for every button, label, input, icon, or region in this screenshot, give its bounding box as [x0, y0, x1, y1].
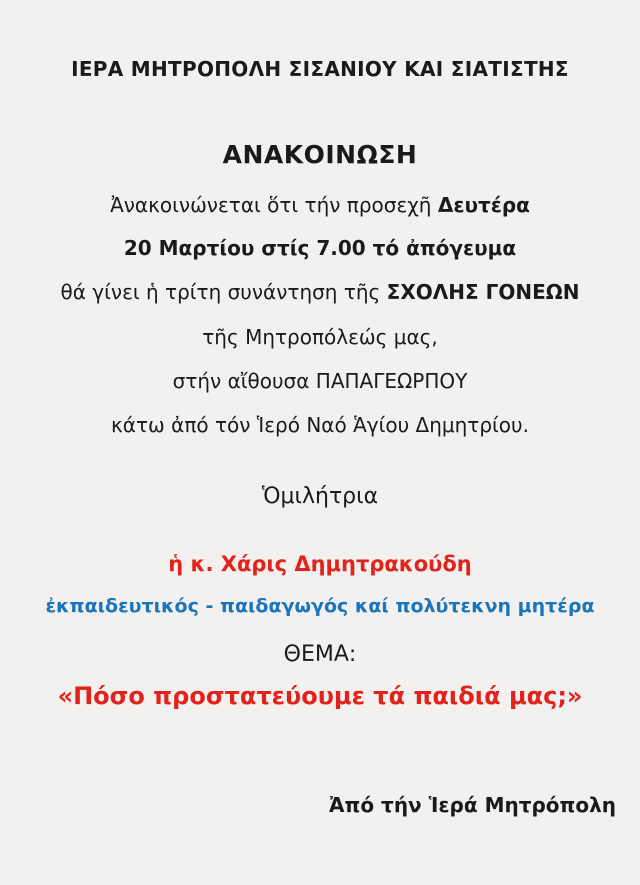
signature: Ἀπό τήν Ἱερά Μητρόπολη: [329, 793, 616, 817]
topic-label: ΘΕΜΑ:: [283, 642, 357, 667]
body-line-5-venue: στήν αἴθουσα ΠΑΠΑΓΕΩΡΠΟΥ: [172, 369, 468, 393]
announcement-heading: ΑΝΑΚΟΙΝΩΣΗ: [222, 140, 418, 169]
body-line-3-text: θά γίνει ἡ τρίτη συνάντηση τῆς: [60, 280, 387, 304]
body-line-3-school: ΣΧΟΛΗΣ ΓΟΝΕΩΝ: [386, 280, 580, 304]
body-line-1: [0, 194, 640, 217]
body-line-1-text: Ἀνακοινώνεται ὅτι τήν προσεχῆ: [110, 193, 438, 217]
speaker-label: Ὁμιλήτρια: [261, 484, 379, 509]
speaker-name: ἡ κ. Χάρις Δημητρακούδη: [168, 552, 472, 576]
body-line-2-datetime: 20 Μαρτίου στίς 7.00 τό ἀπόγευμα: [123, 236, 517, 260]
body-line-4: τῆς Μητροπόλεώς μας,: [202, 325, 438, 349]
topic-title: «Πόσο προστατεύουμε τά παιδιά μας;»: [57, 682, 583, 710]
speaker-description: ἐκπαιδευτικός - παιδαγωγός καί πολύτεκνη μητέρα: [45, 595, 595, 617]
body-line-1-day: Δευτέρα: [437, 193, 530, 217]
body-line-6-location: κάτω ἀπό τόν Ἱερό Ναό Ἁγίου Δημητρίου.: [111, 413, 529, 437]
diocese-header: ΙΕΡΑ ΜΗΤΡΟΠΟΛΗ ΣΙΣΑΝΙΟΥ ΚΑΙ ΣΙΑΤΙΣΤΗΣ: [71, 57, 569, 81]
body-line-3: [0, 281, 640, 304]
